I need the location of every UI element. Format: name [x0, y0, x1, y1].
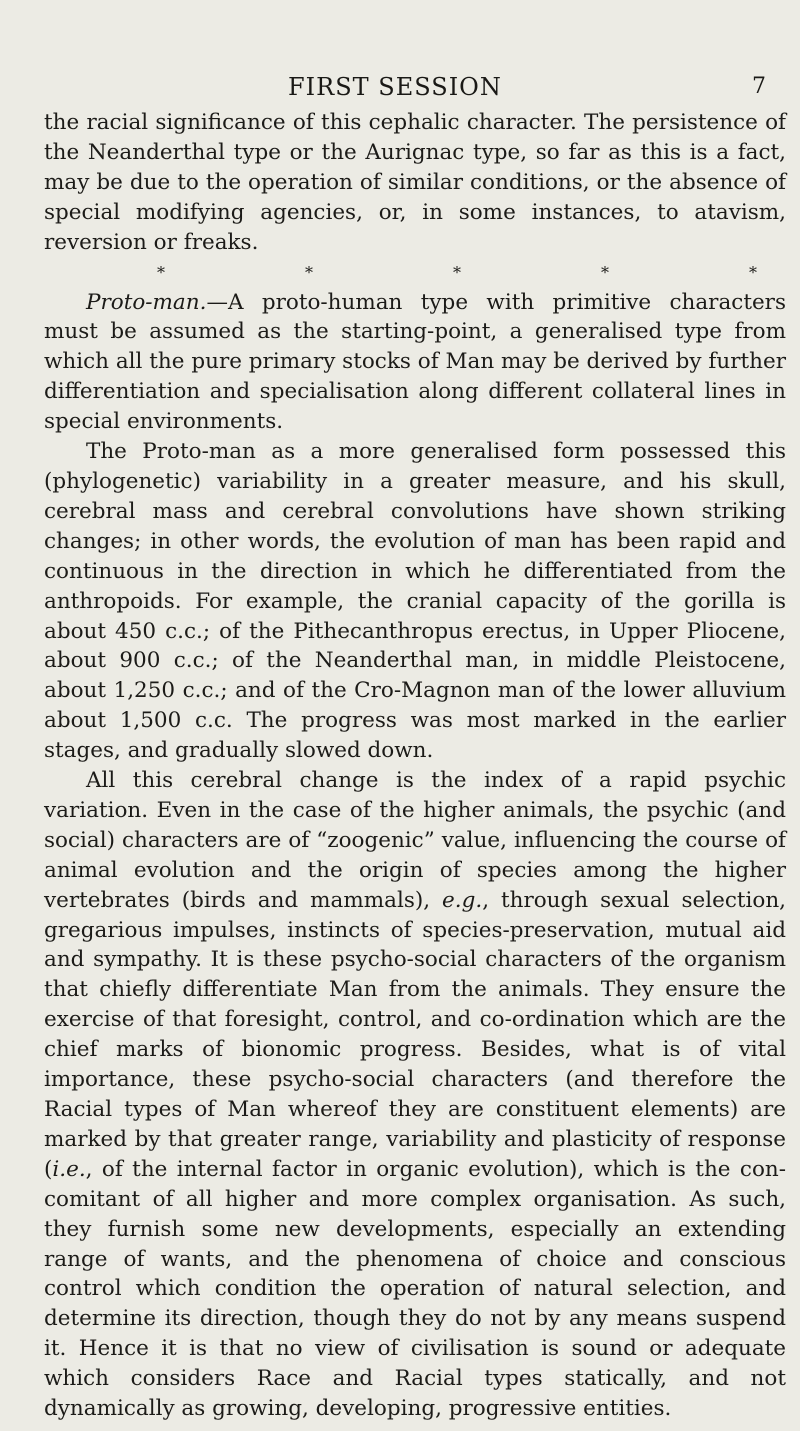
paragraph-4 [44, 766, 786, 1424]
asterism-1: * [157, 262, 165, 282]
paragraph-3: The Proto-man as a more generalised form possessed this (phylogenetic) variability in a greater measure, and his skull, cerebral mass and cerebral convolutions have shown striking changes; in other words, the evolution of man has been rapid and continuous in the direction in which he differentiated from the anthropoids. For example, the cranial capacity of the gorilla is about 450 c.c.; of the Pithecanthropus erectus, in Upper Pliocene, about 900 c.c.; of the Neanderthal man, in middle Pleistocene, about 1,250 c.c.; and of the Cro-Magnon man of the lower alluvium about 1,500 c.c. The progress was most marked in the earlier stages, and gradually slowed down. [44, 439, 786, 764]
asterism-4: * [601, 262, 609, 282]
abbrev-eg: e.g. [442, 887, 483, 913]
running-title: FIRST SESSION [288, 73, 502, 101]
paragraph-2 [44, 288, 786, 438]
paragraph-4-part-b: , through sexual selection, gregarious impulses, instincts of species-preservation, mutual aid and sympathy. It is these psycho-social characters of the organism that chiefly differentiate Man from the animals. They ensure the exercise of that foresight, control, and co-ordination which are the chief marks of bionomic progress. Besides, what is of vital importance, these psycho-social characters (and therefore the Racial types of Man whereof they are constituent elements) are marked by that greater range, variability and plasticity of response ( [44, 887, 787, 1182]
asterism-2: * [305, 262, 313, 282]
running-head [0, 70, 800, 104]
abbrev-ie: i.e. [52, 1156, 86, 1182]
body-text [44, 108, 786, 1424]
paragraph-4-part-a: All this cerebral change is the index of a rapid psychic variation. Even in the case of the higher animals, the psychic (and social) characters are of “zoogenic” value, influencing the course of animal evolution and the origin of species among the higher vertebrates (birds and mammals), [44, 768, 786, 913]
section-break [157, 258, 757, 288]
section-heading: Proto-man. [86, 289, 207, 315]
asterism-3: * [453, 262, 461, 282]
asterism-5: * [749, 262, 757, 282]
page-number: 7 [752, 74, 766, 99]
paragraph-4-part-c: , of the internal factor in organic evolution), which is the con-comitant of all higher and more complex organisation. As such, they furnish some new developments, especially an extending range of wants, and the phenomena of choice and conscious control which condition the operation of natural selection, and determine its direction, though they do not by any means suspend it. Hence it is that no view of civilisation is sound or adequate which considers Race and Racial types statically, and not dynamically as growing, developing, progressive entities. [44, 1156, 786, 1422]
paragraph-1: the racial significance of this cephalic character. The persistence of the Neanderthal type or the Aurignac type, so far as this is a fact, may be due to the operation of similar conditions, or the absence of special modifying agencies, or, in some instances, to atavism, reversion or freaks. [44, 110, 786, 255]
paragraph-2-body: —A proto-human type with primitive characters must be assumed as the starting-point, a generalised type from which all the pure primary stocks of Man may be derived by further differentiation and specialisation along different collateral lines in special environments. [44, 289, 786, 435]
